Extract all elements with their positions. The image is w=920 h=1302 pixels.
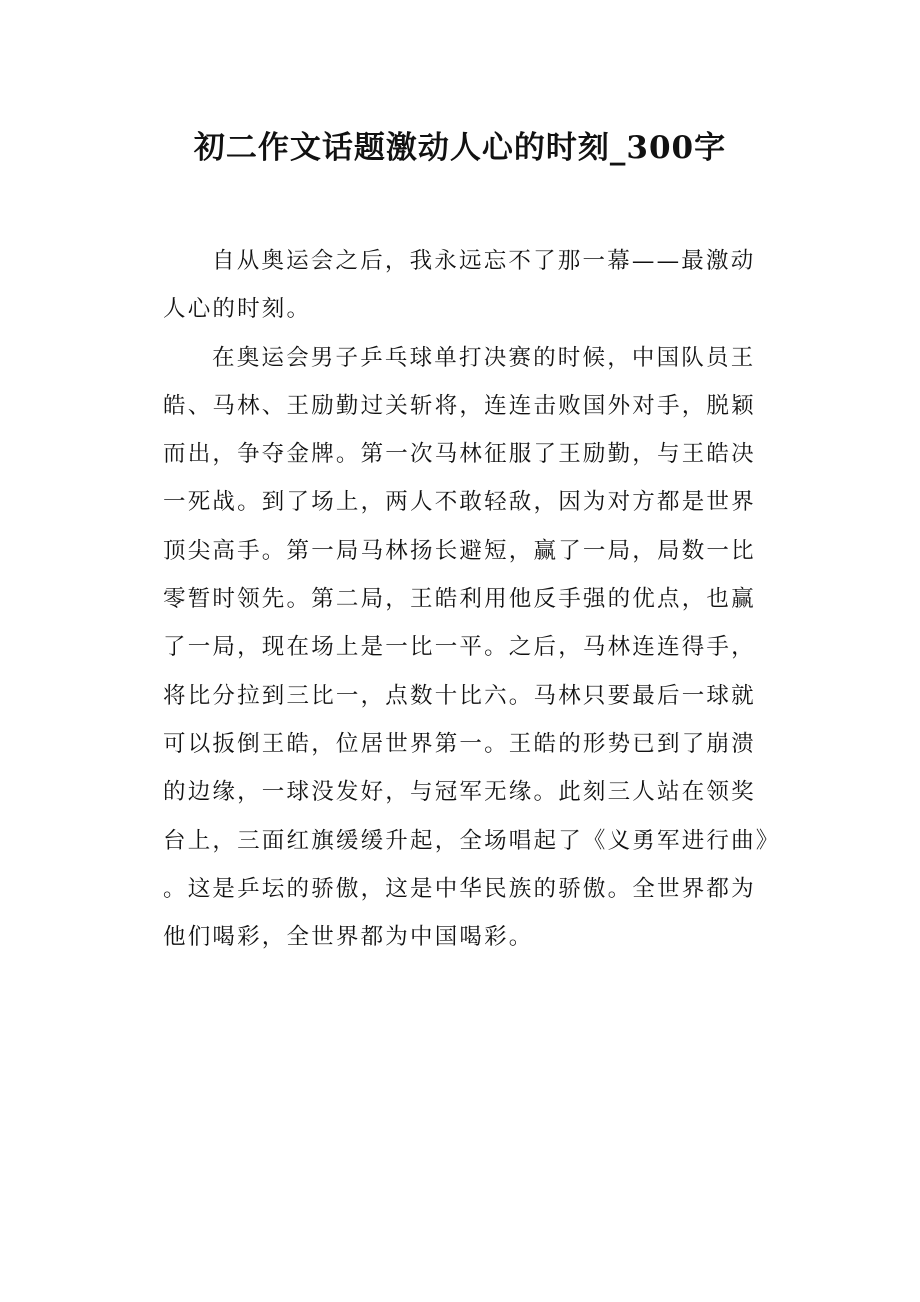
document-title: 初二作文话题激动人心的时刻_300字 xyxy=(193,130,727,166)
paragraph-1: 自从奥运会之后，我永远忘不了那一幕——最激动人心的时刻。 xyxy=(163,248,756,323)
paragraph-2: 在奥运会男子乒乓球单打决赛的时候，中国队员王皓、马林、王励勤过关斩将，连连击败国外对手，脱颖而出，争夺金牌。第一次马林征服了王励勤，与王皓决一死战。到了场上，两人不敢轻敌，因为对方都是世界顶尖高手。第一局马林扬长避短，赢了一局，局数一比零暂时领先。第二局，王皓利用他反手强的优点，也赢了一局，现在场上是一比一平。之后，马林连连得手，将比分拉到三比一，点数十比六。马林只要最后一球就可以扳倒王皓，位居世界第一。王皓的形势已到了崩溃的边缘，一球没发好，与冠军无缘。此刻三人站在领奖台上，三面红旗缓缓升起，全场唱起了《义勇军进行曲》。这是乒坛的骄傲，这是中华民族的骄傲。全世界都为他们喝彩，全世界都为中国喝彩。 xyxy=(163,344,770,951)
document-body xyxy=(163,237,775,961)
